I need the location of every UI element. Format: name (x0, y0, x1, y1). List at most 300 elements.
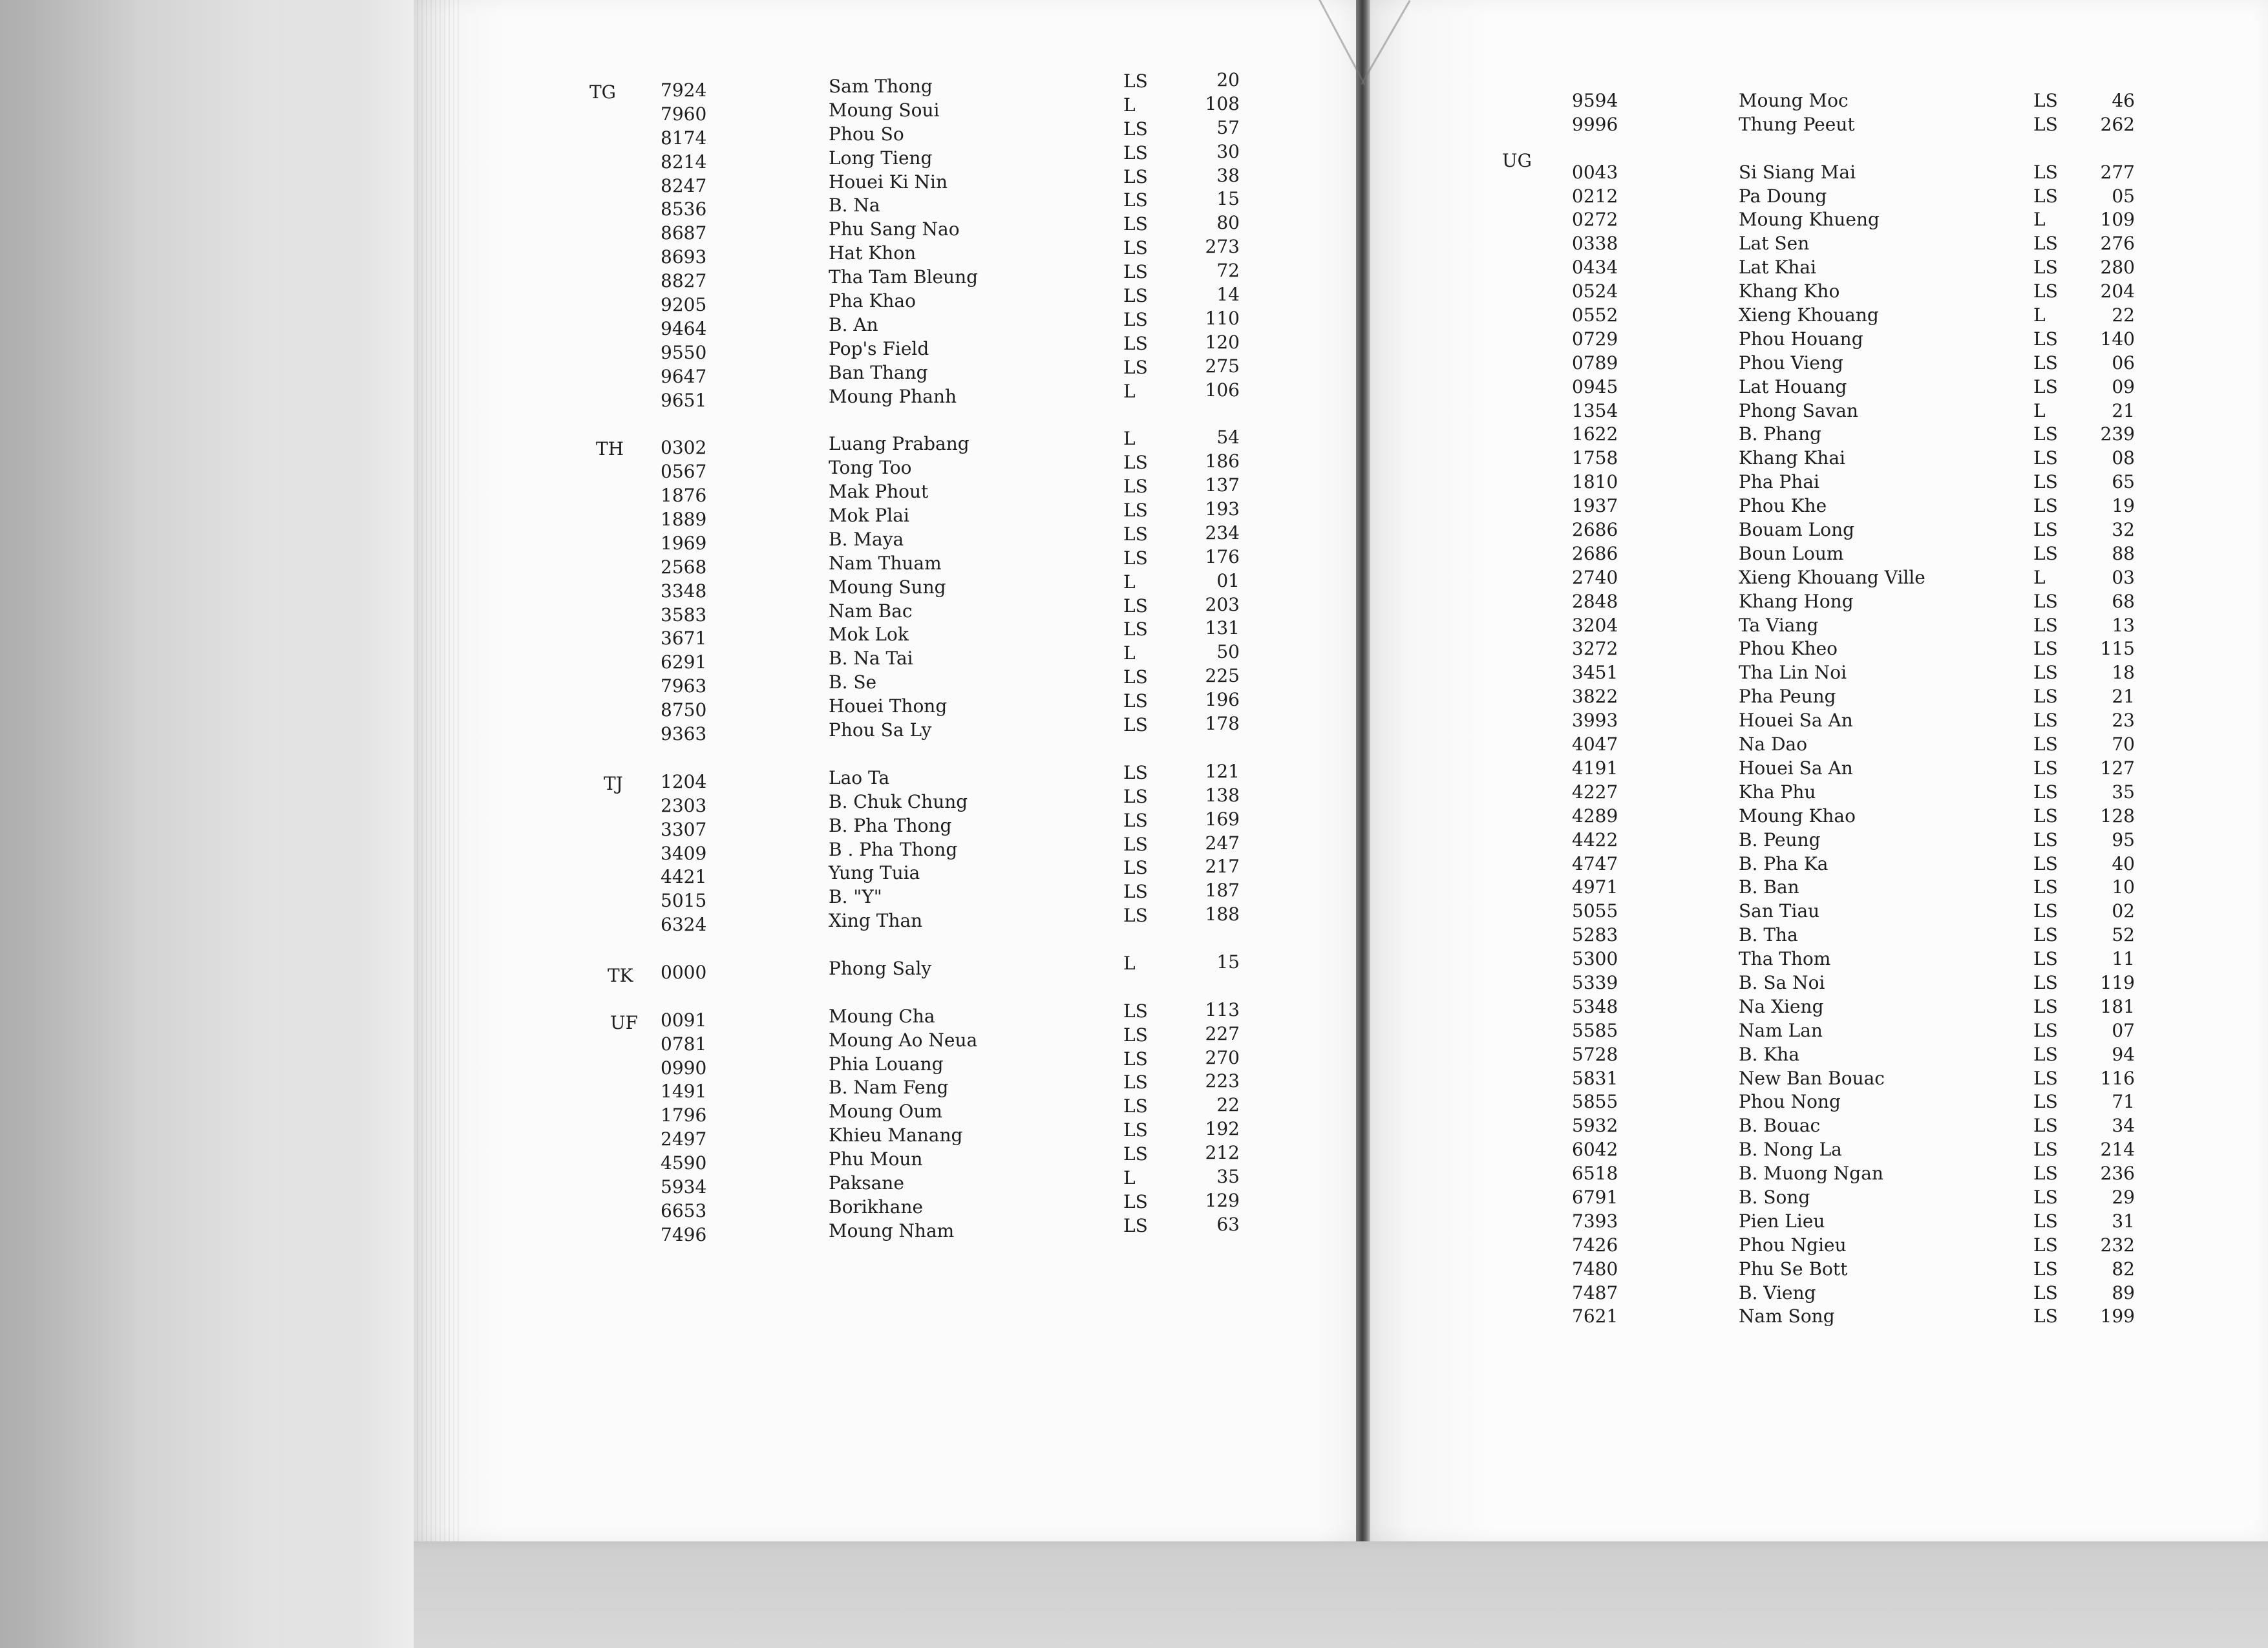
section-gap (829, 933, 978, 957)
site-name: B. Na (829, 195, 880, 217)
grid-number: 2568 (661, 556, 707, 578)
grid-number: 0729 (1572, 328, 1618, 350)
site-number: 22 (2112, 304, 2135, 326)
right-grid-number-column (1572, 89, 1618, 1329)
site-type: LS (1123, 261, 1148, 283)
site-type: LS (2033, 781, 2058, 803)
site-number: 119 (2100, 971, 2135, 993)
site-type: LS (2033, 829, 2058, 850)
site-type: LS (1123, 833, 1148, 855)
site-type: LS (2033, 686, 2058, 708)
site-number: 08 (2112, 447, 2135, 469)
site-type: LS (1123, 857, 1148, 879)
site-number: 40 (2112, 852, 2135, 874)
site-type: LS (2033, 1234, 2058, 1256)
grid-number: 2497 (661, 1128, 707, 1150)
right-site-number-column (2086, 89, 2135, 1329)
site-number: 21 (2112, 686, 2135, 708)
section-gap (2086, 137, 2135, 161)
site-type: LS (1123, 285, 1148, 307)
grid-number: 5855 (1572, 1091, 1618, 1113)
site-name: Moung Phanh (829, 385, 957, 407)
site-name: B. Tha (1739, 924, 1798, 946)
grid-number: 5339 (1572, 971, 1618, 993)
site-name: Phou Vieng (1739, 352, 1843, 374)
site-number: 11 (2112, 948, 2135, 970)
site-type: LS (1123, 70, 1148, 92)
site-name: Pa Doung (1739, 185, 1827, 207)
grid-number: 0990 (661, 1057, 707, 1079)
site-number: 178 (1205, 713, 1240, 735)
grid-number: 6653 (661, 1199, 707, 1221)
site-type: LS (2033, 1186, 2058, 1208)
site-number: 199 (2100, 1305, 2135, 1327)
grid-number: 0091 (661, 1009, 707, 1031)
site-type: LS (2033, 280, 2058, 302)
left-site-name-column (829, 75, 978, 1243)
site-number: 212 (1205, 1142, 1240, 1164)
site-number: 71 (2112, 1091, 2135, 1113)
group-code-th: TH (596, 438, 624, 460)
grid-number: 7924 (661, 79, 707, 101)
site-type: LS (1123, 618, 1148, 640)
site-name: B. Pha Thong (829, 814, 952, 836)
site-type: LS (2033, 423, 2058, 445)
grid-number: 4971 (1572, 876, 1618, 898)
grid-number: 2686 (1572, 519, 1618, 541)
grid-number: 9205 (661, 294, 707, 316)
scanner-bed-edge (414, 1525, 2268, 1648)
site-number: 05 (2112, 185, 2135, 207)
site-type: LS (2033, 948, 2058, 970)
grid-number: 5283 (1572, 924, 1618, 946)
site-number: 116 (2100, 1067, 2135, 1089)
site-number: 07 (2112, 1019, 2135, 1041)
site-type: LS (2033, 113, 2058, 135)
site-name: Phong Savan (1739, 399, 1859, 421)
site-type: LS (2033, 638, 2058, 660)
site-type: LS (2033, 471, 2058, 493)
site-name: Mok Lok (829, 624, 909, 646)
site-number: 80 (1216, 212, 1240, 234)
grid-number: 6518 (1572, 1163, 1618, 1185)
site-number: 21 (2112, 399, 2135, 421)
site-name: Moung Nham (829, 1220, 955, 1241)
site-number: 32 (2112, 519, 2135, 541)
grid-number: 1937 (1572, 495, 1618, 517)
site-name: Houei Sa An (1739, 710, 1853, 732)
grid-number: 2848 (1572, 590, 1618, 612)
book-gutter (1356, 0, 1370, 1541)
grid-number: 7487 (1572, 1282, 1618, 1304)
site-name: Moung Soui (829, 99, 940, 121)
site-name: B. Kha (1739, 1043, 1800, 1065)
site-name: Luang Prabang (829, 433, 970, 455)
grid-number: 2303 (661, 794, 707, 816)
site-name: Xieng Khouang Ville (1739, 566, 1925, 588)
site-number: 22 (1216, 1094, 1240, 1116)
site-type: LS (1123, 1095, 1148, 1117)
grid-number: 5585 (1572, 1019, 1618, 1041)
grid-number: 4747 (1572, 852, 1618, 874)
site-type: LS (2033, 328, 2058, 350)
grid-number: 8687 (661, 222, 707, 244)
page-stack-edges (417, 0, 462, 1541)
site-number: 192 (1205, 1118, 1240, 1140)
section-gap (829, 408, 978, 432)
site-name: B. Maya (829, 528, 904, 550)
grid-number: 1758 (1572, 447, 1618, 469)
grid-number: 2686 (1572, 542, 1618, 564)
site-number: 186 (1205, 450, 1240, 472)
site-type: LS (2033, 352, 2058, 374)
grid-number: 1889 (661, 509, 707, 531)
site-number: 140 (2100, 328, 2135, 350)
site-type: LS (1123, 1214, 1148, 1236)
site-type: LS (1123, 165, 1148, 187)
grid-number: 0000 (661, 961, 707, 983)
site-type: LS (1123, 1072, 1148, 1093)
site-name: Moung Sung (829, 576, 946, 598)
site-number: 10 (2112, 876, 2135, 898)
site-name: Nam Lan (1739, 1019, 1823, 1041)
site-name: Pien Lieu (1739, 1210, 1825, 1232)
site-name: Nam Bac (829, 600, 913, 622)
site-number: 120 (1205, 331, 1240, 353)
site-number: 129 (1205, 1189, 1240, 1211)
site-number: 239 (2100, 423, 2135, 445)
grid-number: 1491 (661, 1081, 707, 1103)
left-site-number-column (1188, 69, 1240, 1237)
site-type: LS (1123, 761, 1148, 783)
site-number: 57 (1216, 116, 1240, 138)
site-type: LS (2033, 1282, 2058, 1304)
site-number: 68 (2112, 590, 2135, 612)
group-code-ug: UG (1502, 150, 1532, 171)
site-number: 176 (1205, 545, 1240, 567)
site-type: LS (2033, 1210, 2058, 1232)
section-gap (1188, 975, 1240, 998)
site-type: LS (2033, 257, 2058, 279)
site-name: Moung Ao Neua (829, 1029, 978, 1051)
grid-number: 6291 (661, 651, 707, 673)
site-type: LS (2033, 90, 2058, 111)
grid-number: 0945 (1572, 375, 1618, 397)
site-name: Phou Nong (1739, 1091, 1841, 1113)
site-number: 65 (2112, 471, 2135, 493)
site-number: 128 (2100, 805, 2135, 827)
site-name: Phou So (829, 123, 904, 145)
site-number: 34 (2112, 1115, 2135, 1137)
site-name: Lat Khai (1739, 257, 1817, 279)
site-name: Na Xieng (1739, 995, 1824, 1017)
grid-number: 9996 (1572, 113, 1618, 135)
site-name: Phou Kheo (1739, 638, 1838, 660)
site-type: LS (2033, 757, 2058, 779)
grid-number: 5831 (1572, 1067, 1618, 1089)
site-number: 188 (1205, 903, 1240, 925)
site-number: 19 (2112, 495, 2135, 517)
site-name: Phong Saly (829, 957, 932, 979)
site-type: LS (1123, 595, 1148, 617)
right-site-name-column (1739, 89, 1925, 1329)
site-name: B. An (829, 313, 878, 335)
site-type: LS (2033, 1163, 2058, 1185)
site-name: Khang Khai (1739, 447, 1846, 469)
site-name: B. Ban (1739, 876, 1799, 898)
site-name: Phia Louang (829, 1053, 944, 1075)
grid-number: 9363 (661, 723, 707, 745)
site-name: Moung Khueng (1739, 209, 1880, 231)
site-type: LS (2033, 900, 2058, 922)
site-type: LS (1123, 690, 1148, 712)
site-number: 196 (1205, 689, 1240, 711)
site-number: 23 (2112, 710, 2135, 732)
site-name: Khang Kho (1739, 280, 1840, 302)
site-type: LS (1123, 523, 1148, 545)
grid-number: 0552 (1572, 304, 1618, 326)
site-type: L (1123, 952, 1136, 974)
site-name: B. Bouac (1739, 1115, 1821, 1137)
right-type-column (2033, 89, 2058, 1329)
site-name: Moung Cha (829, 1005, 935, 1027)
site-name: Hat Khon (829, 242, 917, 264)
site-number: 63 (1216, 1213, 1240, 1235)
site-number: 270 (1205, 1046, 1240, 1068)
site-type: LS (2033, 1067, 2058, 1089)
site-name: Paksane (829, 1172, 904, 1194)
site-type: L (1123, 380, 1136, 402)
site-type: LS (2033, 1091, 2058, 1113)
site-type: LS (2033, 710, 2058, 732)
site-type: LS (2033, 971, 2058, 993)
site-type: LS (2033, 447, 2058, 469)
site-type: LS (1123, 332, 1148, 354)
grid-number: 7960 (661, 103, 707, 125)
grid-number: 7426 (1572, 1234, 1618, 1256)
site-number: 88 (2112, 542, 2135, 564)
grid-number: 9550 (661, 341, 707, 363)
site-number: 46 (2112, 90, 2135, 111)
site-name: Moung Oum (829, 1101, 942, 1123)
section-gap (661, 412, 706, 436)
site-type: LS (1123, 905, 1148, 927)
grid-number: 1969 (661, 532, 707, 554)
site-name: B. Chuk Chung (829, 790, 968, 812)
site-name: Phou Ngieu (1739, 1234, 1847, 1256)
grid-number: 8536 (661, 198, 707, 220)
site-number: 15 (1216, 188, 1240, 210)
site-type: LS (2033, 876, 2058, 898)
site-name: Ban Thang (829, 361, 928, 383)
site-name: B. "Y" (829, 886, 882, 908)
grid-number: 9651 (661, 389, 707, 411)
grid-number: 1354 (1572, 399, 1618, 421)
site-number: 02 (2112, 900, 2135, 922)
site-type: LS (1123, 1143, 1148, 1165)
site-number: 232 (2100, 1234, 2135, 1256)
grid-number: 5015 (661, 890, 707, 912)
site-type: LS (2033, 590, 2058, 612)
site-name: Phou Sa Ly (829, 719, 932, 741)
grid-number: 7621 (1572, 1305, 1618, 1327)
section-gap (1123, 403, 1148, 427)
site-number: 03 (2112, 566, 2135, 588)
site-name: B. Muong Ngan (1739, 1163, 1883, 1185)
site-name: B. Na Tai (829, 648, 913, 670)
site-name: New Ban Bouac (1739, 1067, 1885, 1089)
grid-number: 3409 (661, 842, 707, 864)
site-type: L (2033, 304, 2046, 326)
site-number: 131 (1205, 617, 1240, 639)
site-name: B. Nam Feng (829, 1077, 949, 1099)
section-gap (1188, 736, 1240, 760)
site-name: Long Tieng (829, 147, 933, 169)
grid-number: 8247 (661, 174, 707, 196)
site-number: 29 (2112, 1186, 2135, 1208)
site-number: 214 (2100, 1139, 2135, 1161)
grid-number: 6791 (1572, 1186, 1618, 1208)
site-type: LS (1123, 1024, 1148, 1046)
grid-number: 9594 (1572, 90, 1618, 111)
site-name: B. Pha Ka (1739, 852, 1828, 874)
section-gap (1188, 927, 1240, 951)
site-type: LS (1123, 356, 1148, 378)
site-type: L (1123, 642, 1136, 664)
site-number: 95 (2112, 829, 2135, 850)
site-number: 15 (1216, 951, 1240, 973)
grid-number: 8693 (661, 246, 707, 268)
grid-number: 1810 (1572, 471, 1618, 493)
grid-number: 8750 (661, 699, 707, 721)
site-name: Khang Hong (1739, 590, 1854, 612)
site-number: 247 (1205, 832, 1240, 854)
site-number: 275 (1205, 355, 1240, 377)
site-type: LS (2033, 1043, 2058, 1065)
group-code-tj: TJ (604, 773, 623, 794)
site-name: Tha Tam Bleung (829, 266, 979, 288)
left-grid-number-column (661, 79, 706, 1247)
grid-number: 0524 (1572, 280, 1618, 302)
site-number: 225 (1205, 665, 1240, 687)
site-number: 138 (1205, 784, 1240, 806)
site-number: 13 (2112, 614, 2135, 636)
site-type: LS (2033, 233, 2058, 255)
site-number: 217 (1205, 856, 1240, 878)
site-name: B . Pha Thong (829, 838, 958, 860)
grid-number: 7393 (1572, 1210, 1618, 1232)
grid-number: 0338 (1572, 233, 1618, 255)
grid-number: 2740 (1572, 566, 1618, 588)
grid-number: 4421 (661, 866, 707, 888)
grid-number: 6324 (661, 914, 707, 936)
site-name: Moung Khao (1739, 805, 1856, 827)
site-name: B. Sa Noi (1739, 971, 1825, 993)
site-type: LS (1123, 1119, 1148, 1141)
section-gap (1739, 137, 1925, 161)
grid-number: 3348 (661, 580, 707, 602)
site-name: Thung Peeut (1739, 113, 1855, 135)
site-name: Houei Ki Nin (829, 171, 948, 193)
site-name: Moung Moc (1739, 90, 1849, 111)
group-code-tk: TK (608, 965, 633, 986)
site-number: 18 (2112, 662, 2135, 684)
site-type: L (1123, 1167, 1136, 1188)
site-type: LS (2033, 185, 2058, 207)
site-name: Mok Plai (829, 505, 909, 527)
site-number: 35 (1216, 1165, 1240, 1187)
site-name: Pha Khao (829, 290, 916, 312)
grid-number: 4422 (1572, 829, 1618, 850)
site-number: 50 (1216, 641, 1240, 663)
site-type: LS (1123, 809, 1148, 831)
site-name: Lat Houang (1739, 375, 1847, 397)
grid-number: 0043 (1572, 161, 1618, 183)
site-name: Bouam Long (1739, 519, 1855, 541)
grid-number: 0272 (1572, 209, 1618, 231)
grid-number: 7963 (661, 675, 707, 697)
site-type: LS (2033, 924, 2058, 946)
site-name: Lao Ta (829, 766, 890, 788)
grid-number: 5728 (1572, 1043, 1618, 1065)
site-number: 262 (2100, 113, 2135, 135)
group-code-tg: TG (589, 81, 617, 103)
section-gap (661, 746, 706, 770)
site-type: LS (1123, 1190, 1148, 1212)
site-number: 277 (2100, 161, 2135, 183)
site-type: LS (2033, 542, 2058, 564)
site-type: LS (2033, 1258, 2058, 1280)
section-gap (829, 743, 978, 766)
site-name: Borikhane (829, 1196, 924, 1218)
site-name: B. Song (1739, 1186, 1810, 1208)
site-name: Nam Song (1739, 1305, 1835, 1327)
site-type: L (1123, 571, 1136, 593)
site-type: LS (1123, 308, 1148, 330)
site-name: Mak Phout (829, 481, 929, 503)
site-name: Kha Phu (1739, 781, 1816, 803)
section-gap (1188, 402, 1240, 426)
grid-number: 1204 (661, 770, 707, 792)
section-gap (1572, 137, 1618, 161)
site-type: LS (1123, 1048, 1148, 1070)
site-type: LS (2033, 519, 2058, 541)
site-type: LS (2033, 495, 2058, 517)
grid-number: 1622 (1572, 423, 1618, 445)
section-gap (1123, 928, 1148, 952)
section-gap (661, 937, 706, 961)
site-number: 110 (1205, 307, 1240, 329)
grid-number: 5932 (1572, 1115, 1618, 1137)
site-name: B. Peung (1739, 829, 1821, 850)
site-type: LS (2033, 852, 2058, 874)
site-number: 108 (1205, 92, 1240, 114)
site-number: 223 (1205, 1070, 1240, 1092)
section-gap (2033, 137, 2058, 161)
grid-number: 3451 (1572, 662, 1618, 684)
site-type: L (1123, 428, 1136, 450)
grid-number: 4047 (1572, 734, 1618, 755)
grid-number: 3204 (1572, 614, 1618, 636)
site-name: San Tiau (1739, 900, 1820, 922)
grid-number: 5934 (661, 1176, 707, 1198)
grid-number: 4227 (1572, 781, 1618, 803)
site-number: 203 (1205, 593, 1240, 615)
left-type-column (1123, 70, 1148, 1238)
site-number: 276 (2100, 233, 2135, 255)
site-number: 01 (1216, 569, 1240, 591)
site-number: 89 (2112, 1282, 2135, 1304)
